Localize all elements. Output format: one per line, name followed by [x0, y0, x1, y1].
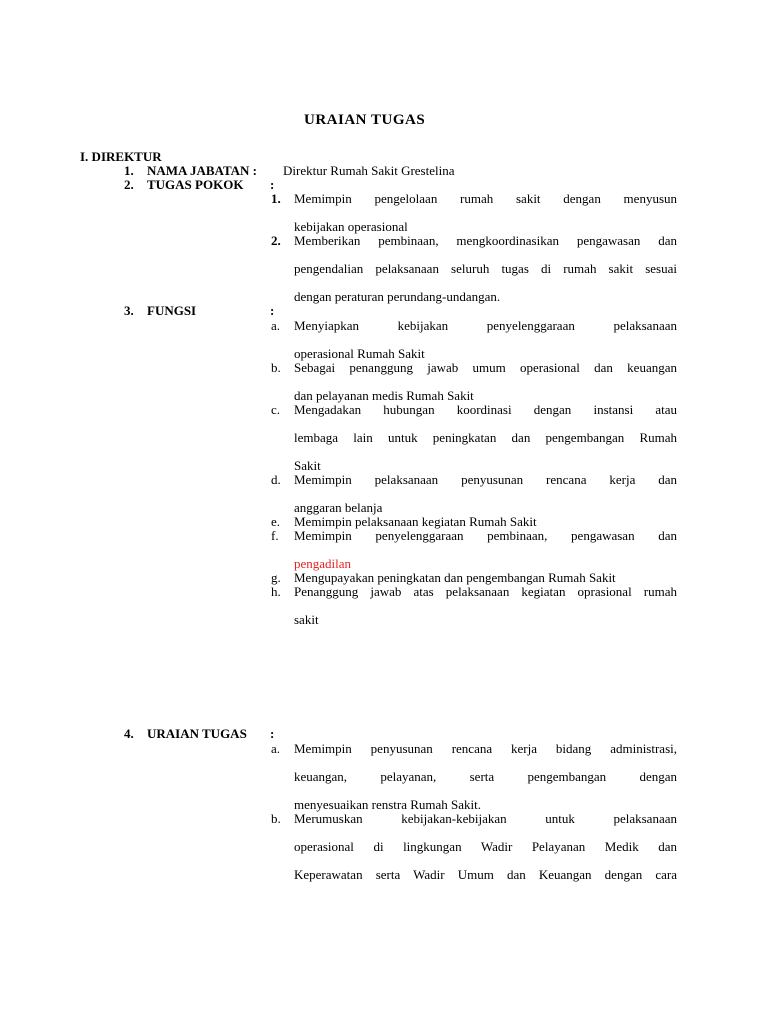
list-item-line: dengan peraturan perundang-undangan. [294, 289, 501, 304]
highlighted-word: pengadilan [294, 556, 352, 571]
list-item-line: Sakit [294, 458, 321, 473]
item-number: 1. [124, 163, 134, 178]
list-marker: c. [271, 402, 281, 417]
fungsi-colon: : [270, 303, 275, 318]
nama-jabatan-value: Direktur Rumah Sakit Grestelina [283, 163, 455, 178]
list-item-line: operasional di lingkungan Wadir Pelayanan Medik dan [294, 839, 677, 854]
list-item-line: Memimpin penyusunan rencana kerja bidang administrasi, [294, 741, 677, 756]
list-item-line: kebijakan operasional [294, 219, 408, 234]
list-marker: h. [271, 584, 281, 599]
list-item-line: anggaran belanja [294, 500, 383, 515]
list-item-line: Memimpin pengelolaan rumah sakit dengan menyusun [294, 191, 677, 206]
list-item-line: dan pelayanan medis Rumah Sakit [294, 388, 474, 403]
list-marker: b. [271, 360, 281, 375]
item-number: 2. [124, 177, 134, 192]
list-marker: 2. [271, 233, 281, 248]
section-heading: I. DIREKTUR [80, 149, 162, 164]
list-item-line: operasional Rumah Sakit [294, 346, 425, 361]
list-marker: a. [271, 318, 281, 333]
list-marker: b. [271, 811, 281, 826]
list-item-line: Mengupayakan peningkatan dan pengembangan Rumah Sakit [294, 570, 616, 585]
list-item-line: menyesuaikan renstra Rumah Sakit. [294, 797, 482, 812]
document-title: URAIAN TUGAS [304, 112, 426, 128]
list-marker: g. [271, 570, 281, 585]
tugas-pokok-colon: : [270, 177, 275, 192]
list-marker: f. [271, 528, 279, 543]
list-item-line: Memberikan pembinaan, mengkoordinasikan pengawasan dan [294, 233, 677, 248]
item-number: 4. [124, 726, 134, 741]
list-item-line: pengendalian pelaksanaan seluruh tugas di rumah sakit sesuai [294, 261, 677, 276]
list-marker: e. [271, 514, 281, 529]
list-item-line: Memimpin pelaksanaan penyusunan rencana kerja dan [294, 472, 677, 487]
list-marker: 1. [271, 191, 281, 206]
tugas-pokok-label: TUGAS POKOK [147, 177, 244, 192]
list-item-line: Penanggung jawab atas pelaksanaan kegiatan oprasional rumah [294, 584, 677, 599]
fungsi-label: FUNGSI [147, 303, 197, 318]
list-item-line: Mengadakan hubungan koordinasi dengan instansi atau [294, 402, 677, 417]
list-item-line: Memimpin penyelenggaraan pembinaan, pengawasan dan [294, 528, 677, 543]
list-marker: a. [271, 741, 281, 756]
list-item-line: Keperawatan serta Wadir Umum dan Keuangan dengan cara [294, 867, 677, 882]
list-item-line: Memimpin pelaksanaan kegiatan Rumah Sakit [294, 514, 537, 529]
item-number: 3. [124, 303, 134, 318]
list-item-line: Merumuskan kebijakan-kebijakan untuk pelaksanaan [294, 811, 677, 826]
uraian-tugas-label: URAIAN TUGAS [147, 726, 247, 741]
list-item-line: Sebagai penanggung jawab umum operasional dan keuangan [294, 360, 677, 375]
list-item-line: lembaga lain untuk peningkatan dan pengembangan Rumah [294, 430, 677, 445]
list-item-line: keuangan, pelayanan, serta pengembangan dengan [294, 769, 677, 784]
uraian-tugas-colon: : [270, 726, 275, 741]
nama-jabatan-label: NAMA JABATAN : [147, 163, 258, 178]
list-item-line: Menyiapkan kebijakan penyelenggaraan pelaksanaan [294, 318, 677, 333]
list-item-line: sakit [294, 612, 319, 627]
list-marker: d. [271, 472, 281, 487]
